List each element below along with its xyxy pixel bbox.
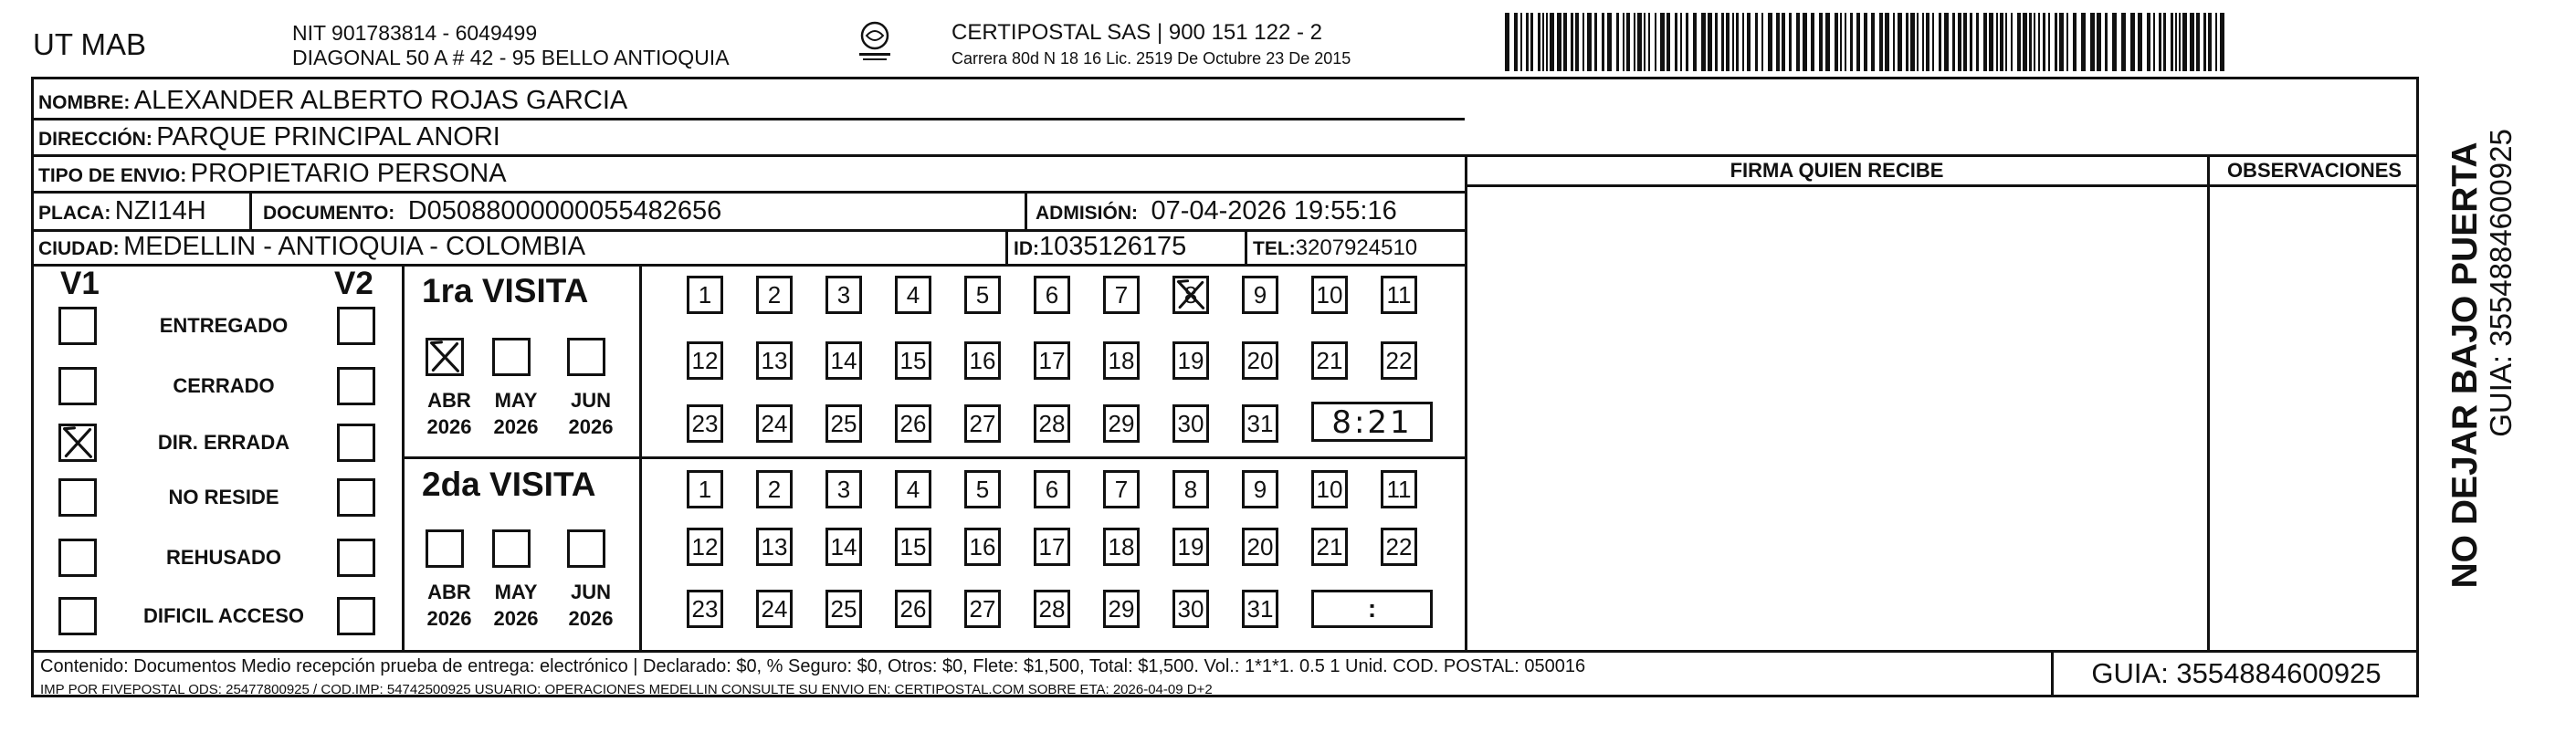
side-warning: NO DEJAR BAJO PUERTA <box>2445 141 2485 589</box>
month-year: 2026 <box>568 415 614 438</box>
company-name: UT MAB <box>33 27 147 61</box>
v1-status-checkbox[interactable] <box>58 307 97 345</box>
tel-cell <box>1253 236 1417 261</box>
nombre-label: NOMBRE: <box>38 92 131 113</box>
day-box[interactable]: 26 <box>895 590 931 628</box>
day-box[interactable]: 5 <box>964 470 1001 508</box>
documento-label: DOCUMENTO: <box>263 203 395 224</box>
v1-label: V1 <box>60 266 100 301</box>
placa-cell <box>38 196 206 226</box>
day-box[interactable]: 14 <box>825 341 862 380</box>
month-checkbox[interactable] <box>492 338 531 376</box>
status-label: CERRADO <box>173 374 275 397</box>
day-box[interactable]: 9 <box>1242 470 1278 508</box>
company-nit: NIT 901783814 - 6049499 <box>292 21 538 45</box>
day-box[interactable]: 5 <box>964 276 1001 314</box>
tipo-envio-value: PROPIETARIO PERSONA <box>190 159 507 188</box>
day-box[interactable]: 27 <box>964 404 1001 443</box>
visit2-time-box[interactable] <box>1311 590 1433 628</box>
certipostal-logo <box>854 20 896 66</box>
month-checkbox[interactable] <box>567 529 605 568</box>
ciudad-value: MEDELLIN - ANTIOQUIA - COLOMBIA <box>123 232 586 261</box>
observations-area[interactable] <box>2211 188 2417 648</box>
ciudad-cell <box>38 232 585 262</box>
direccion-value: PARQUE PRINCIPAL ANORI <box>156 122 500 152</box>
day-box[interactable]: 1 <box>687 470 723 508</box>
month-year: 2026 <box>493 607 539 630</box>
status-label: REHUSADO <box>166 546 281 569</box>
month-label <box>489 579 543 632</box>
day-box[interactable]: 11 <box>1381 276 1417 314</box>
tel-value: 3207924510 <box>1295 236 1418 260</box>
visit1-title: 1ra VISITA <box>422 272 589 309</box>
id-label: ID: <box>1014 238 1039 259</box>
side-guia-wrap <box>2485 110 2518 621</box>
id-cell <box>1014 232 1186 262</box>
day-box[interactable]: 7 <box>1103 470 1140 508</box>
day-box[interactable]: 12 <box>687 528 723 566</box>
day-box[interactable]: 6 <box>1034 276 1070 314</box>
footer-content: Contenido: Documentos Medio recepción prueba de entrega: electrónico | Declarado: $0, % Seguro: $0, Otros: $0, Flete: $1,500, Total: $1,500. Vol.: 1*1*1. 0.5 1 Unid. COD. POSTAL: 050016 <box>40 656 1586 676</box>
day-box[interactable]: 18 <box>1103 341 1140 380</box>
id-value: 1035126175 <box>1039 232 1187 261</box>
month-label <box>563 387 618 440</box>
day-box[interactable]: 29 <box>1103 590 1140 628</box>
day-box[interactable]: 30 <box>1172 590 1209 628</box>
day-box[interactable]: 13 <box>756 341 793 380</box>
v2-status-checkbox[interactable] <box>337 597 375 635</box>
day-box[interactable]: 8 <box>1172 276 1209 314</box>
month-name: JUN <box>570 581 611 603</box>
tipo-envio-label: TIPO DE ENVIO: <box>38 165 187 186</box>
day-box[interactable]: 20 <box>1242 528 1278 566</box>
v2-status-checkbox[interactable] <box>337 478 375 517</box>
v2-status-checkbox[interactable] <box>337 367 375 405</box>
month-year: 2026 <box>568 607 614 630</box>
direccion-label: DIRECCIÓN: <box>38 129 152 150</box>
month-year: 2026 <box>493 415 539 438</box>
day-box[interactable]: 21 <box>1311 528 1348 566</box>
day-box[interactable]: 10 <box>1311 276 1348 314</box>
day-box[interactable]: 19 <box>1172 528 1209 566</box>
tipo-envio-row <box>38 159 507 189</box>
day-box[interactable]: 10 <box>1311 470 1348 508</box>
side-guia: GUIA: 3554884600925 <box>2484 129 2518 437</box>
month-name: ABR <box>427 389 471 412</box>
month-year: 2026 <box>426 607 472 630</box>
day-box[interactable]: 9 <box>1242 276 1278 314</box>
day-box[interactable]: 24 <box>756 590 793 628</box>
v2-label: V2 <box>334 266 373 301</box>
status-label: NO RESIDE <box>168 486 279 508</box>
day-box[interactable]: 18 <box>1103 528 1140 566</box>
documento-value: D05088000000055482656 <box>407 196 722 225</box>
visit2-time: : <box>1367 594 1377 623</box>
month-checkbox[interactable] <box>492 529 531 568</box>
day-box[interactable]: 6 <box>1034 470 1070 508</box>
day-box[interactable]: 4 <box>895 470 931 508</box>
admision-label: ADMISIÓN: <box>1036 203 1138 224</box>
day-box[interactable]: 15 <box>895 341 931 380</box>
day-box[interactable]: 25 <box>825 590 862 628</box>
day-box[interactable]: 3 <box>825 276 862 314</box>
day-box[interactable]: 17 <box>1034 528 1070 566</box>
day-box[interactable]: 24 <box>756 404 793 443</box>
v1-status-checkbox[interactable] <box>58 597 97 635</box>
day-box[interactable]: 31 <box>1242 404 1278 443</box>
day-box[interactable]: 30 <box>1172 404 1209 443</box>
visit2-title: 2da VISITA <box>422 466 596 503</box>
day-box[interactable]: 28 <box>1034 590 1070 628</box>
visit1-time-box[interactable] <box>1311 402 1433 442</box>
month-checkbox[interactable] <box>567 338 605 376</box>
month-label <box>422 579 477 632</box>
v1-status-checkbox[interactable] <box>58 478 97 517</box>
tel-label: TEL: <box>1253 238 1296 259</box>
side-warning-wrap <box>2445 110 2485 621</box>
month-label <box>563 579 618 632</box>
ciudad-label: CIUDAD: <box>38 238 120 259</box>
day-box[interactable]: 13 <box>756 528 793 566</box>
status-label: ENTREGADO <box>159 314 289 337</box>
footer-print-info: IMP POR FIVEPOSTAL ODS: 25477800925 / COD.IMP: 54742500925 USUARIO: OPERACIONES MEDELLIN CONSULTE SU ENVIO EN: CERTIPOSTAL.COM SOBRE ETA: 2026-04-09 D+2 <box>40 682 1213 697</box>
day-box[interactable]: 23 <box>687 404 723 443</box>
day-box[interactable]: 1 <box>687 276 723 314</box>
month-label <box>489 387 543 440</box>
v1-status-checkbox[interactable] <box>58 424 97 462</box>
v1-status-checkbox[interactable] <box>58 367 97 405</box>
month-name: ABR <box>427 581 471 603</box>
carrier-license: Carrera 80d N 18 16 Lic. 2519 De Octubre 23 De 2015 <box>952 49 1351 68</box>
day-box[interactable]: 3 <box>825 470 862 508</box>
documento-cell <box>263 196 721 226</box>
month-name: MAY <box>494 581 538 603</box>
admision-cell <box>1036 196 1397 226</box>
day-box[interactable]: 22 <box>1381 528 1417 566</box>
status-label: DIR. ERRADA <box>157 431 290 454</box>
day-box[interactable]: 12 <box>687 341 723 380</box>
day-box[interactable]: 23 <box>687 590 723 628</box>
day-box[interactable]: 29 <box>1103 404 1140 443</box>
nombre-value: ALEXANDER ALBERTO ROJAS GARCIA <box>133 86 628 115</box>
direccion-row <box>38 122 500 152</box>
footer-guia: GUIA: 3554884600925 <box>2091 657 2381 689</box>
day-box[interactable]: 27 <box>964 590 1001 628</box>
day-box[interactable]: 26 <box>895 404 931 443</box>
admision-value: 07-04-2026 19:55:16 <box>1151 196 1397 225</box>
day-box[interactable]: 31 <box>1242 590 1278 628</box>
day-box[interactable]: 16 <box>964 341 1001 380</box>
barcode <box>1505 13 2235 71</box>
signature-area[interactable] <box>1468 188 2205 648</box>
day-box[interactable]: 14 <box>825 528 862 566</box>
day-box[interactable]: 15 <box>895 528 931 566</box>
month-year: 2026 <box>426 415 472 438</box>
day-box[interactable]: 20 <box>1242 341 1278 380</box>
day-box[interactable]: 22 <box>1381 341 1417 380</box>
placa-value: NZI14H <box>114 196 206 225</box>
day-box[interactable]: 2 <box>756 470 793 508</box>
carrier-name: CERTIPOSTAL SAS | 900 151 122 - 2 <box>952 20 1322 45</box>
day-box[interactable]: 8 <box>1172 470 1209 508</box>
company-address: DIAGONAL 50 A # 42 - 95 BELLO ANTIOQUIA <box>292 46 730 69</box>
placa-label: PLACA: <box>38 203 111 224</box>
day-box[interactable]: 4 <box>895 276 931 314</box>
month-checkbox[interactable] <box>426 338 464 376</box>
day-box[interactable]: 21 <box>1311 341 1348 380</box>
nombre-row <box>38 86 627 116</box>
day-box[interactable]: 28 <box>1034 404 1070 443</box>
day-box[interactable]: 17 <box>1034 341 1070 380</box>
v2-status-checkbox[interactable] <box>337 424 375 462</box>
month-name: JUN <box>570 389 611 412</box>
v1-status-checkbox[interactable] <box>58 539 97 577</box>
day-box[interactable]: 2 <box>756 276 793 314</box>
firma-header: FIRMA QUIEN RECIBE <box>1730 159 1944 182</box>
v2-status-checkbox[interactable] <box>337 307 375 345</box>
month-checkbox[interactable] <box>426 529 464 568</box>
day-box[interactable]: 7 <box>1103 276 1140 314</box>
day-box[interactable]: 16 <box>964 528 1001 566</box>
observaciones-header: OBSERVACIONES <box>2226 159 2403 182</box>
visit1-time: 8:21 <box>1331 404 1413 441</box>
day-box[interactable]: 11 <box>1381 470 1417 508</box>
day-box[interactable]: 19 <box>1172 341 1209 380</box>
month-name: MAY <box>494 389 538 412</box>
month-label <box>422 387 477 440</box>
v2-status-checkbox[interactable] <box>337 539 375 577</box>
day-box[interactable]: 25 <box>825 404 862 443</box>
status-label: DIFICIL ACCESO <box>142 604 304 627</box>
